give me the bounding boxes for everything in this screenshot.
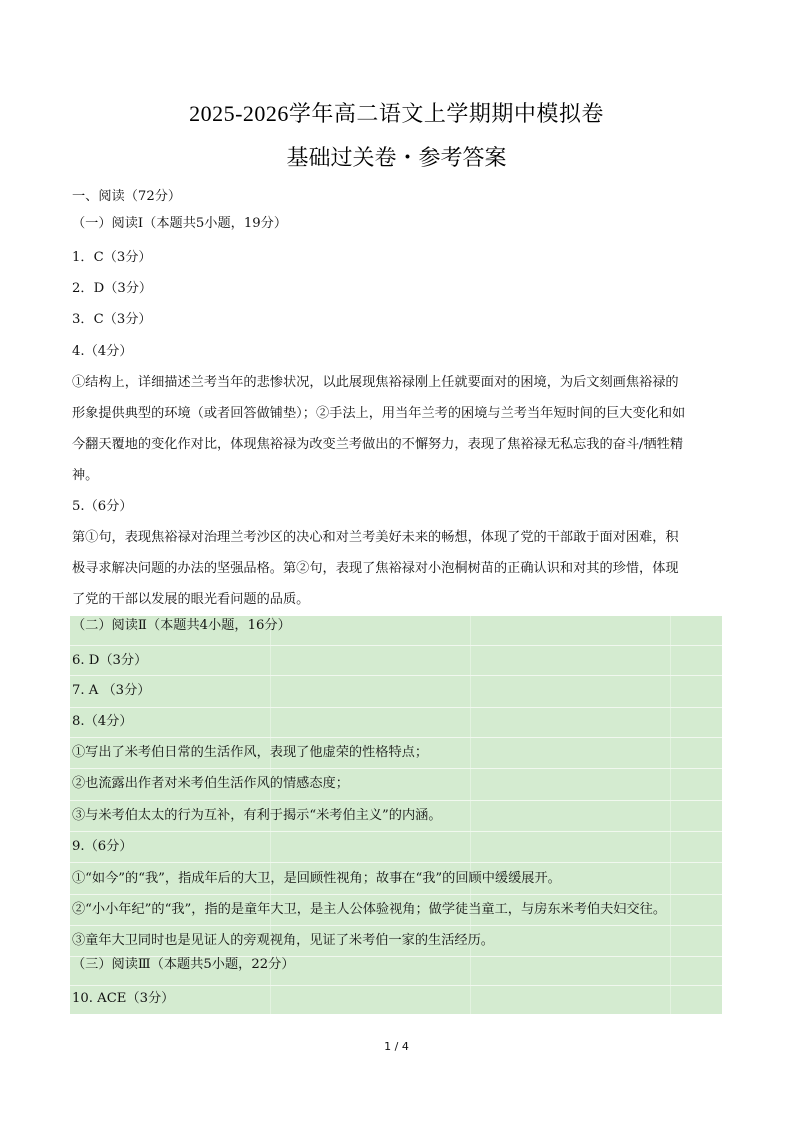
- highlight-row-line: [70, 800, 722, 801]
- page-number: 1 / 4: [384, 1040, 409, 1053]
- answer-4-label: 4.（4分）: [72, 344, 133, 359]
- part-2-heading: （二）阅读Ⅱ（本题共4小题，16分）: [72, 618, 291, 633]
- answer-8-line: ②也流露出作者对米考伯生活作风的情感态度；: [72, 776, 349, 791]
- answer-6: 6. D（3分）: [72, 653, 148, 668]
- answer-5-line: 了党的干部以发展的眼光看问题的品质。: [72, 592, 310, 607]
- answer-3: 3．C（3分）: [72, 312, 152, 327]
- answer-5-line: 极寻求解决问题的办法的坚强品格。第②句，表现了焦裕禄对小泡桐树苗的正确认识和对其的珍惜，体现: [72, 561, 679, 576]
- answer-4-line: ①结构上，详细描述兰考当年的悲惨状况，以此展现焦裕禄刚上任就要面对的困境，为后文刻画焦裕禄的: [72, 375, 679, 390]
- highlight-row-line: [70, 831, 722, 832]
- highlight-row-line: [70, 925, 722, 926]
- highlight-row-line: [70, 768, 722, 769]
- highlight-row-line: [70, 707, 722, 708]
- part-3-heading: （三）阅读Ⅲ（本题共5小题，22分）: [72, 957, 295, 972]
- highlight-row-line: [70, 862, 722, 863]
- highlight-row-line: [70, 737, 722, 738]
- answer-5-line: 第①句，表现焦裕禄对治理兰考沙区的决心和对兰考美好未来的畅想，体现了党的干部敢于面对困难，积: [72, 530, 679, 545]
- highlight-row-line: [70, 985, 722, 986]
- answer-4-line: 神。: [72, 468, 99, 483]
- answer-9-line: ①“如今”的“我”，指成年后的大卫，是回顾性视角；故事在“我”的回顾中缓缓展开。: [72, 871, 561, 886]
- page-subtitle: 基础过关卷・参考答案: [286, 145, 507, 170]
- answer-8-label: 8.（4分）: [72, 714, 133, 729]
- answer-5-label: 5.（6分）: [72, 499, 133, 514]
- page-title: 2025-2026学年高二语文上学期期中模拟卷: [189, 101, 604, 126]
- answer-8-line: ③与米考伯太太的行为互补，有利于揭示“米考伯主义”的内涵。: [72, 808, 442, 823]
- highlight-row-line: [70, 645, 722, 646]
- highlight-row-line: [70, 675, 722, 676]
- part-1-heading: （一）阅读Ⅰ（本题共5小题，19分）: [72, 216, 288, 231]
- section-heading-reading: 一、阅读（72分）: [72, 189, 182, 204]
- answer-9-line: ②“小小年纪”的“我”，指的是童年大卫，是主人公体验视角；做学徒当童工，与房东米考伯夫妇交往。: [72, 902, 667, 917]
- answer-10: 10. ACE（3分）: [72, 991, 175, 1006]
- answer-9-label: 9.（6分）: [72, 839, 133, 854]
- answer-1: 1．C（3分）: [72, 250, 152, 265]
- answer-5-text: [72, 522, 722, 615]
- answer-2: 2．D（3分）: [72, 281, 153, 296]
- answer-9-line: ③童年大卫同时也是见证人的旁观视角，见证了米考伯一家的生活经历。: [72, 933, 494, 948]
- highlight-row-line: [70, 894, 722, 895]
- answer-4-line: 形象提供典型的环境（或者回答做铺垫）；②手法上，用当年兰考的困境与兰考当年短时间的巨大变化和如: [72, 406, 686, 421]
- answer-8-line: ①写出了米考伯日常的生活作风，表现了他虚荣的性格特点；: [72, 745, 429, 760]
- answer-4-line: 今翻天覆地的变化作对比，体现焦裕禄为改变兰考做出的不懈努力，表现了焦裕禄无私忘我的奋斗/牺牲精: [72, 437, 684, 452]
- answer-7: 7. A （3分）: [72, 683, 151, 698]
- answer-4-text: [72, 367, 722, 491]
